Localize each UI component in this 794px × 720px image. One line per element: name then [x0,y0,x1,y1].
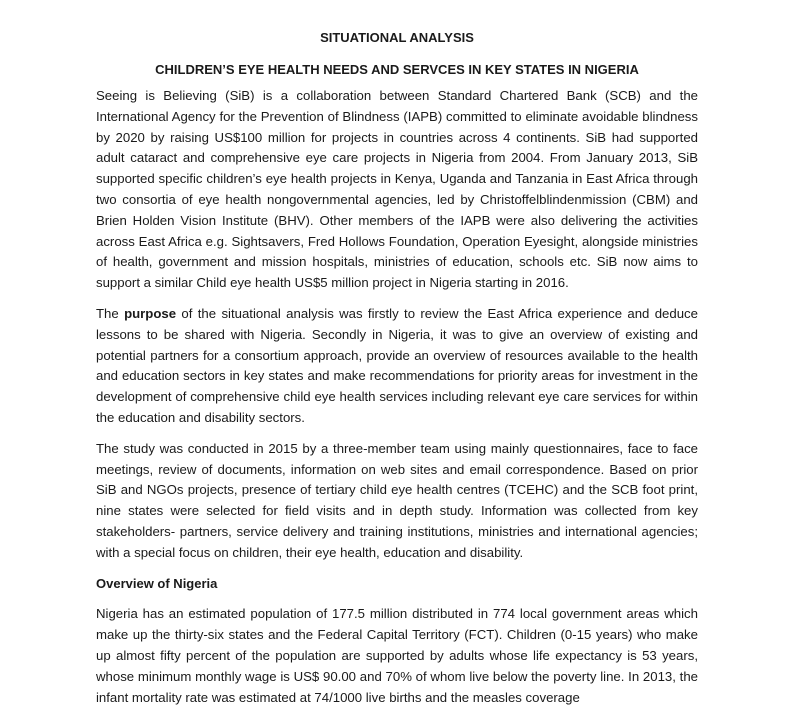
paragraph-intro: Seeing is Believing (SiB) is a collaboration between Standard Chartered Bank (SCB) and the International Agency for the Prevention of Blindness (IAPB) committed to eliminate avoidable blindness by 2020 by raising US$100 million for projects in countries across 4 continents. SiB had supported adult cataract and comprehensive eye care projects in Nigeria from 2004. From January 2013, SiB supported specific children’s eye health projects in Kenya, Uganda and Tanzania in East Africa through two consortia of eye health nongovernmental agencies, led by Christoffelblindenmission (CBM) and Brien Holden Vision Institute (BHV). Other members of the IAPB were also delivering the activities across East Africa e.g. Sightsavers, Fred Hollows Foundation, Operation Eyesight, alongside ministries of health, government and mission hospitals, ministries of education, schools etc. SiB now aims to support a similar Child eye health US$5 million project in Nigeria starting in 2016. [96,88,698,291]
paragraph-overview: Nigeria has an estimated population of 177.5 million distributed in 774 local government areas which make up the thirty-six states and the Federal Capital Territory (FCT). Children (0-15 years) who make up almost fifty percent of the population are supported by adults whose life expectancy is 53 years, whose minimum monthly wage is US$ 90.00 and 70% of whom live below the poverty line. In 2013, the infant mortality rate was estimated at 74/1000 live births and the measles coverage [96,606,698,705]
document-title: SITUATIONAL ANALYSIS [320,30,474,45]
purpose-lead-text: The [96,305,125,321]
document-subtitle: CHILDREN’S EYE HEALTH NEEDS AND SERVCES IN KEY STATES IN NIGERIA [155,62,639,77]
paragraph-methodology: The study was conducted in 2015 by a three-member team using mainly questionnaires, face to face meetings, review of documents, information on web sites and email correspondence. Based on prior SiB and NGOs projects, presence of tertiary child eye health centres (TCEHC) and the SCB foot print, nine states were selected for field visits and in depth study. Information was collected from key stakeholders- partners, service delivery and training institutions, ministries and international agencies; with a special focus on children, their eye health, education and disability. [96,440,698,560]
heading-overview-of-nigeria: Overview of Nigeria [96,575,218,591]
purpose-bold-text: purpose [124,305,177,321]
paragraph-purpose [96,304,698,429]
purpose-rest-text: of the situational analysis was firstly to review the East Africa experience and deduce lessons to be shared with Nigeria. Secondly in Nigeria, it was to give an overview of existing and potential partners for a consortium approach, provide an overview of resources available to the health and education sectors in key states and make recommendations for priority areas for investment in the development of comprehensive child eye health services including relevant eye care services for within the education and disability sectors. [96,305,698,425]
